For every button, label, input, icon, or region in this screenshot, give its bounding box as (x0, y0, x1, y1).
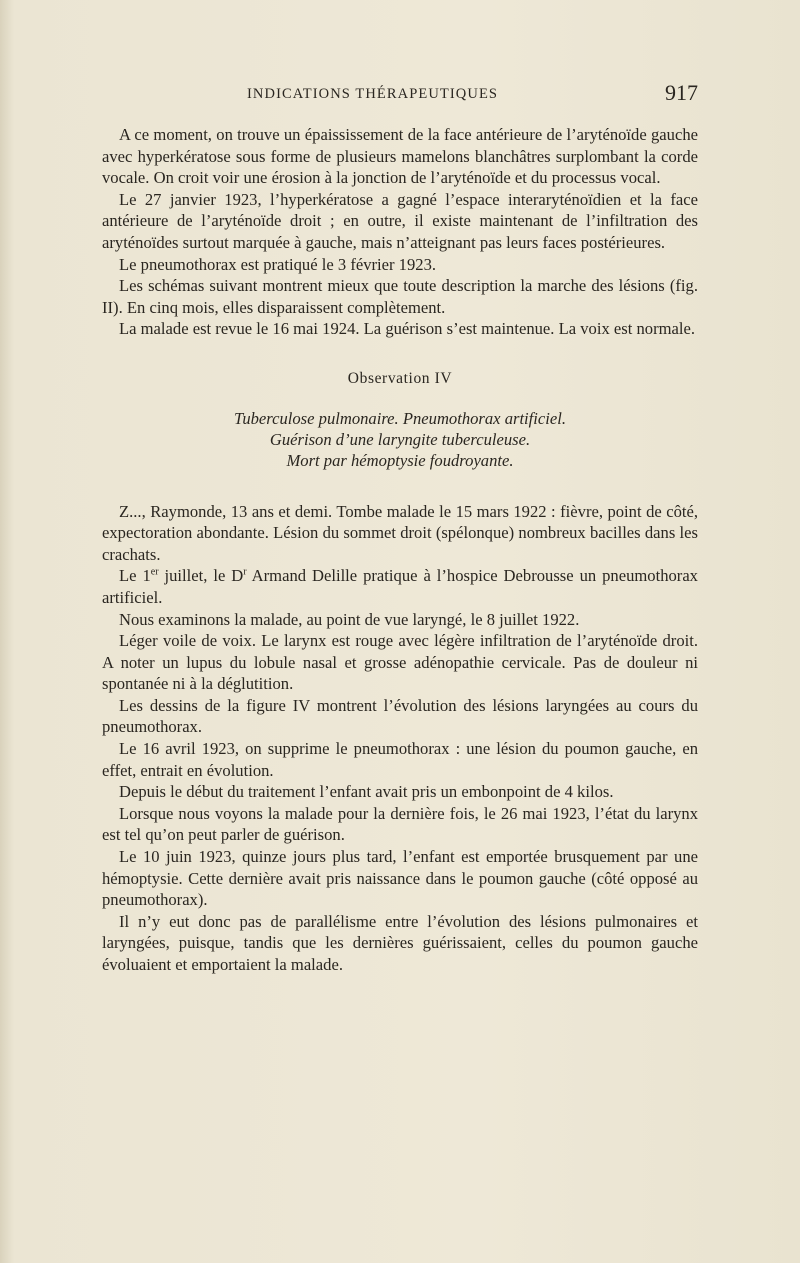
paragraph: A ce moment, on trouve un épaississement de la face antérieure de l’aryténoïde gauche avec hyperkératose sous forme de plusieurs mamelons blanchâtres surplombant la corde vocale. On croit voir une érosion à la jonction de l’aryténoïde et du processus vocal. (102, 125, 698, 188)
paragraph: Les schémas suivant montrent mieux que toute description la marche des lésions (fig. II). En cinq mois, elles disparaissent complètement. (102, 276, 698, 317)
paragraph: Il n’y eut donc pas de parallélisme entre l’évolution des lésions pulmonaires et laryngées, puisque, tandis que les dernières guérissaient, celles du poumon gauche évoluaient et emportaient la malade. (102, 911, 698, 974)
paragraph: Lorsque nous voyons la malade pour la dernière fois, le 26 mai 1923, l’état du larynx est tel qu’on peut parler de guérison. (102, 803, 698, 845)
observation-subtitle (102, 408, 698, 471)
page-header (102, 80, 698, 108)
paragraph: Le 10 juin 1923, quinze jours plus tard, l’enfant est emportée brusquement par une hémoptysie. Cette dernière avait pris naissance dans le poumon gauche (côté opposé au pneumothorax). (102, 847, 698, 910)
paragraph: Le 27 janvier 1923, l’hyperkératose a gagné l’espace interaryténoïdien et la face antérieure de l’aryténoïde droit ; en outre, il existe maintenant de l’infiltration des aryténoïdes surtout marquée à gauche, mais n’atteignant pas leurs faces postérieures. (102, 189, 698, 252)
subtitle-line: Mort par hémoptysie foudroyante. (286, 450, 514, 470)
running-title: INDICATIONS THÉRAPEUTIQUES (247, 86, 499, 102)
paragraph: Le pneumothorax est pratiqué le 3 février 1923. (119, 254, 437, 274)
subtitle-line: Guérison d’une laryngite tuberculeuse. (269, 429, 531, 449)
paragraph: Le 16 avril 1923, on supprime le pneumothorax : une lésion du poumon gauche, en effet, entrait en évolution. (102, 739, 698, 780)
page-number: 917 (665, 80, 698, 105)
paragraph: Les dessins de la figure IV montrent l’évolution des lésions laryngées au cours du pneumothorax. (102, 695, 698, 737)
paragraph: Léger voile de voix. Le larynx est rouge avec légère infiltration de l’aryténoïde droit. A noter un lupus du lobule nasal et grosse adénopathie cervicale. Pas de douleur ni spontanée ni à la déglutition. (102, 631, 698, 694)
body-text (102, 124, 698, 976)
subtitle-line: Tuberculose pulmonaire. Pneumothorax artificiel. (234, 408, 566, 428)
paragraph: Nous examinons la malade, au point de vue laryngé, le 8 juillet 1922. (119, 609, 580, 629)
paragraph: Depuis le début du traitement l’enfant avait pris un embonpoint de 4 kilos. (119, 782, 614, 802)
paragraph: Z..., Raymonde, 13 ans et demi. Tombe malade le 15 mars 1922 : fièvre, point de côté, expectoration abondante. Lésion du sommet droit (spélonque) nombreux bacilles dans les crachats. (102, 501, 698, 564)
paragraph: La malade est revue le 16 mai 1924. La guérison s’est maintenue. La voix est normale. (119, 319, 695, 339)
observation-heading: Observation IV (347, 369, 453, 387)
paragraph-delille: Le 1er juillet, le $D^r$ Armand Delille pratique à l’hospice Debrousse un pneumothorax artificiel. (102, 566, 698, 607)
